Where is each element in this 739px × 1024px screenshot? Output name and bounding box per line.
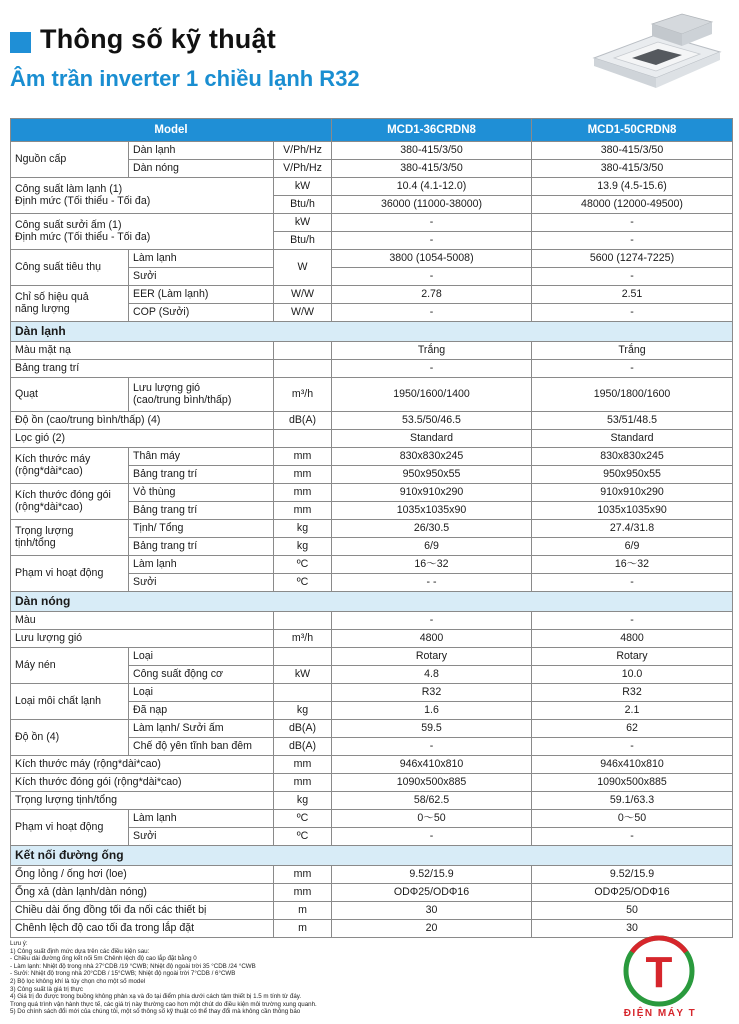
cell-value: 380-415/3/50 xyxy=(332,142,532,160)
note-line: - Chiều dài đường ống kết nối 5m Chênh lệch độ cao lắp đặt bằng 0 xyxy=(10,955,197,963)
cell-value: - xyxy=(532,268,733,286)
footnotes xyxy=(10,940,600,1016)
cell-value: ODΦ25/ODΦ16 xyxy=(532,884,733,902)
cell-value: 1950/1600/1400 xyxy=(332,378,532,412)
row-sub-label: Sưởi xyxy=(129,574,274,592)
row-sub-label: Thân máy xyxy=(129,448,274,466)
cell-value: 946x410x810 xyxy=(532,756,733,774)
cell-value: - xyxy=(532,828,733,846)
cell-value: - xyxy=(532,214,733,232)
row-label xyxy=(11,178,274,214)
cell-value: Standard xyxy=(332,430,532,448)
cell-value: - xyxy=(332,214,532,232)
row-label xyxy=(11,286,129,322)
row-label-line: Công suất sưởi ấm (1) xyxy=(15,218,122,231)
cell-value: Trắng xyxy=(532,342,733,360)
cell-value: 48000 (12000-49500) xyxy=(532,196,733,214)
row-sub-label: COP (Sưởi) xyxy=(129,304,274,322)
row-unit xyxy=(274,430,332,448)
page-title: Thông số kỹ thuật xyxy=(40,24,276,54)
row-unit: kW xyxy=(274,178,332,196)
cell-value: 27.4/31.8 xyxy=(532,520,733,538)
cell-value: 16～32 xyxy=(332,556,532,574)
row-label-line: (rộng*dài*cao) xyxy=(15,500,83,513)
row-label: Lưu lượng gió xyxy=(11,630,274,648)
row-label-line: Trọng lượng xyxy=(15,524,74,537)
row-sub-label: Bảng trang trí xyxy=(129,502,274,520)
row-label: Chiều dài ống đồng tối đa nối các thiết bị xyxy=(11,902,274,920)
row-sub-label: Dàn lạnh xyxy=(129,142,274,160)
cell-value: 830x830x245 xyxy=(332,448,532,466)
row-unit xyxy=(274,684,332,702)
row-sub-label: EER (Làm lạnh) xyxy=(129,286,274,304)
row-label-line: Kích thước máy xyxy=(15,452,91,465)
table-row xyxy=(11,720,733,738)
table-row xyxy=(11,630,733,648)
table-row xyxy=(11,756,733,774)
cell-value: 62 xyxy=(532,720,733,738)
cell-value: Rotary xyxy=(532,648,733,666)
row-unit: W xyxy=(274,250,332,286)
row-label-line: tịnh/tổng xyxy=(15,536,56,549)
row-label: Lọc gió (2) xyxy=(11,430,274,448)
row-label xyxy=(11,214,274,250)
section-row xyxy=(11,846,733,866)
table-row xyxy=(11,774,733,792)
cell-value: 50 xyxy=(532,902,733,920)
cell-value: 59.5 xyxy=(332,720,532,738)
row-sub-label: Chế độ yên tĩnh ban đêm xyxy=(129,738,274,756)
row-label-line: Định mức (Tối thiểu - Tối đa) xyxy=(15,230,151,243)
page-subtitle: Âm trần inverter 1 chiều lạnh R32 xyxy=(10,66,360,91)
row-label: Trọng lượng tịnh/tổng xyxy=(11,792,274,810)
row-sub-label: Làm lạnh xyxy=(129,810,274,828)
table-row xyxy=(11,250,733,268)
table-row xyxy=(11,612,733,630)
row-unit: dB(A) xyxy=(274,738,332,756)
row-unit: mm xyxy=(274,502,332,520)
note-line: 5) Do chính sách đổi mới của chúng tôi, một số thông số kỹ thuật có thể thay đổi mà không cần thông báo xyxy=(10,1008,301,1016)
row-unit: mm xyxy=(274,484,332,502)
cell-value: - xyxy=(532,574,733,592)
row-unit: m xyxy=(274,920,332,938)
cell-value: 950x950x55 xyxy=(332,466,532,484)
row-sub-label: Loại xyxy=(129,648,274,666)
row-sub-label: Làm lạnh/ Sưởi ấm xyxy=(129,720,274,738)
table-row xyxy=(11,412,733,430)
cell-value: - xyxy=(332,612,532,630)
row-unit xyxy=(274,342,332,360)
table-row xyxy=(11,792,733,810)
row-label-line: Chỉ số hiệu quả xyxy=(15,290,89,303)
table-row xyxy=(11,360,733,378)
cell-value: - xyxy=(332,232,532,250)
note-line: 4) Giá trị đo được trong buồng không phản xạ và đo tại điểm phía dưới cách tâm thiết bị 1.5 m tính từ đáy. xyxy=(10,993,302,1001)
row-unit: mm xyxy=(274,466,332,484)
row-unit: kg xyxy=(274,520,332,538)
row-sub-label: Làm lạnh xyxy=(129,556,274,574)
row-unit: Btu/h xyxy=(274,196,332,214)
cell-value: 58/62.5 xyxy=(332,792,532,810)
header-model: Model xyxy=(11,119,332,142)
note-line: - Sưởi: Nhiệt độ trong nhà 20°CDB / 15°CWB; Nhiệt độ ngoài trời 7°CDB / 6°CWB xyxy=(10,970,236,978)
row-label: Ống xả (dàn lạnh/dàn nóng) xyxy=(11,884,274,902)
cell-value: 16～32 xyxy=(532,556,733,574)
cell-value: 6/9 xyxy=(332,538,532,556)
logo-name: ĐIỆN MÁY T xyxy=(623,1008,697,1019)
cell-value: Standard xyxy=(532,430,733,448)
table-row xyxy=(11,342,733,360)
cell-value: 1.6 xyxy=(332,702,532,720)
row-unit: Btu/h xyxy=(274,232,332,250)
section-title: Dàn lạnh xyxy=(11,322,733,342)
cell-value: - xyxy=(532,738,733,756)
table-row xyxy=(11,484,733,502)
row-label: Công suất tiêu thụ xyxy=(11,250,129,286)
cell-value: 30 xyxy=(332,902,532,920)
row-sub-label: Bảng trang trí xyxy=(129,538,274,556)
row-sub-label xyxy=(129,378,274,412)
cell-value: 9.52/15.9 xyxy=(532,866,733,884)
brand-logo xyxy=(604,935,714,1021)
cell-value: R32 xyxy=(332,684,532,702)
cell-value: 10.0 xyxy=(532,666,733,684)
note-line: - Làm lạnh: Nhiệt độ trong nhà 27°CDB /19 °CWB; Nhiệt độ ngoài trời 35 °CDB /24 °CWB xyxy=(10,962,256,970)
cell-value: Trắng xyxy=(332,342,532,360)
row-label: Màu xyxy=(11,612,274,630)
row-label: Ống lỏng / ống hơi (loe) xyxy=(11,866,274,884)
blue-square-marker xyxy=(10,32,31,53)
row-label: Độ ồn (4) xyxy=(11,720,129,756)
cell-value: - xyxy=(532,360,733,378)
row-unit: m³/h xyxy=(274,378,332,412)
header-model-1: MCD1-36CRDN8 xyxy=(332,119,532,142)
row-label-line: năng lượng xyxy=(15,302,70,315)
row-sub-label: Vỏ thùng xyxy=(129,484,274,502)
row-sub-label-line: (cao/trung bình/thấp) xyxy=(133,393,232,406)
row-unit: ºC xyxy=(274,556,332,574)
row-label: Bảng trang trí xyxy=(11,360,274,378)
row-label: Chênh lệch độ cao tối đa trong lắp đặt xyxy=(11,920,274,938)
row-unit: V/Ph/Hz xyxy=(274,142,332,160)
cell-value: R32 xyxy=(532,684,733,702)
row-sub-label: Công suất động cơ xyxy=(129,666,274,684)
cell-value: - xyxy=(332,738,532,756)
cell-value: 1950/1800/1600 xyxy=(532,378,733,412)
row-sub-label-line: Lưu lượng gió xyxy=(133,381,201,394)
row-unit: W/W xyxy=(274,304,332,322)
cell-value: 59.1/63.3 xyxy=(532,792,733,810)
row-unit: ºC xyxy=(274,828,332,846)
cell-value: 950x950x55 xyxy=(532,466,733,484)
cell-value: 53.5/50/46.5 xyxy=(332,412,532,430)
cell-value: 380-415/3/50 xyxy=(332,160,532,178)
cell-value: 1035x1035x90 xyxy=(332,502,532,520)
note-line: Lưu ý: xyxy=(10,940,28,947)
cell-value: - xyxy=(332,304,532,322)
row-unit: V/Ph/Hz xyxy=(274,160,332,178)
row-unit: m³/h xyxy=(274,630,332,648)
cell-value: 2.78 xyxy=(332,286,532,304)
row-unit: mm xyxy=(274,448,332,466)
cell-value: - xyxy=(532,612,733,630)
logo-mark-icon xyxy=(604,935,714,1009)
cell-value: 4800 xyxy=(332,630,532,648)
table-row xyxy=(11,286,733,304)
row-label-line: Kích thước đóng gói xyxy=(15,488,111,501)
cell-value: 1090x500x885 xyxy=(332,774,532,792)
cell-value: 0～50 xyxy=(332,810,532,828)
cell-value: 830x830x245 xyxy=(532,448,733,466)
row-unit: mm xyxy=(274,866,332,884)
table-row xyxy=(11,214,733,232)
table-row xyxy=(11,178,733,196)
cell-value: - xyxy=(532,304,733,322)
cell-value: - xyxy=(332,828,532,846)
cell-value: 26/30.5 xyxy=(332,520,532,538)
section-title: Dàn nóng xyxy=(11,592,733,612)
cell-value: 3800 (1054-5008) xyxy=(332,250,532,268)
row-unit: kW xyxy=(274,666,332,684)
row-label: Kích thước máy (rộng*dài*cao) xyxy=(11,756,274,774)
cell-value: - xyxy=(532,232,733,250)
row-label-line: Định mức (Tối thiểu - Tối đa) xyxy=(15,194,151,207)
section-title: Kết nối đường ống xyxy=(11,846,733,866)
row-label: Kích thước đóng gói (rộng*dài*cao) xyxy=(11,774,274,792)
row-sub-label: Làm lạnh xyxy=(129,250,274,268)
row-sub-label: Tịnh/ Tổng xyxy=(129,520,274,538)
cell-value: 5600 (1274-7225) xyxy=(532,250,733,268)
cell-value: ODΦ25/ODΦ16 xyxy=(332,884,532,902)
table-row xyxy=(11,648,733,666)
cell-value: 1035x1035x90 xyxy=(532,502,733,520)
table-row xyxy=(11,556,733,574)
row-label: Phạm vi hoạt động xyxy=(11,810,129,846)
row-label: Loại môi chất lạnh xyxy=(11,684,129,720)
row-unit: mm xyxy=(274,884,332,902)
cell-value: 53/51/48.5 xyxy=(532,412,733,430)
section-row xyxy=(11,592,733,612)
spec-table xyxy=(10,118,733,938)
cell-value: 9.52/15.9 xyxy=(332,866,532,884)
note-line: 1) Công suất định mức dựa trên các điều kiện sau: xyxy=(10,947,150,955)
table-row xyxy=(11,520,733,538)
table-row xyxy=(11,430,733,448)
row-label-line: Công suất làm lạnh (1) xyxy=(15,182,123,195)
row-sub-label: Sưởi xyxy=(129,828,274,846)
cell-value: - xyxy=(332,268,532,286)
table-header-row xyxy=(11,119,733,142)
row-unit: m xyxy=(274,902,332,920)
table-row xyxy=(11,684,733,702)
row-label: Máy nén xyxy=(11,648,129,684)
cell-value: 13.9 (4.5-15.6) xyxy=(532,178,733,196)
row-unit: dB(A) xyxy=(274,412,332,430)
cell-value: 36000 (11000-38000) xyxy=(332,196,532,214)
row-sub-label: Dàn nóng xyxy=(129,160,274,178)
row-unit: kg xyxy=(274,538,332,556)
header-model-2: MCD1-50CRDN8 xyxy=(532,119,733,142)
cell-value: 946x410x810 xyxy=(332,756,532,774)
cell-value: 0～50 xyxy=(532,810,733,828)
row-label xyxy=(11,484,129,520)
row-label: Màu mặt nạ xyxy=(11,342,274,360)
row-unit: mm xyxy=(274,774,332,792)
row-label: Quạt xyxy=(11,378,129,412)
note-line: 3) Công suất là giá trị thực xyxy=(10,985,83,993)
cell-value: Rotary xyxy=(332,648,532,666)
row-unit xyxy=(274,648,332,666)
row-unit: kW xyxy=(274,214,332,232)
cell-value: 380-415/3/50 xyxy=(532,142,733,160)
row-label-line: (rộng*dài*cao) xyxy=(15,464,83,477)
cell-value: 6/9 xyxy=(532,538,733,556)
row-label xyxy=(11,448,129,484)
cell-value: 2.51 xyxy=(532,286,733,304)
cell-value: 910x910x290 xyxy=(332,484,532,502)
row-sub-label: Sưởi xyxy=(129,268,274,286)
row-label: Nguồn cấp xyxy=(11,142,129,178)
row-unit xyxy=(274,612,332,630)
section-row xyxy=(11,322,733,342)
row-sub-label: Đã nạp xyxy=(129,702,274,720)
logo-letter: T xyxy=(645,948,673,997)
table-row xyxy=(11,378,733,412)
table-row xyxy=(11,810,733,828)
cell-value: 2.1 xyxy=(532,702,733,720)
table-row xyxy=(11,448,733,466)
cell-value: 10.4 (4.1-12.0) xyxy=(332,178,532,196)
row-sub-label: Loại xyxy=(129,684,274,702)
row-unit: mm xyxy=(274,756,332,774)
cell-value: 4.8 xyxy=(332,666,532,684)
row-label: Phạm vi hoạt động xyxy=(11,556,129,592)
cell-value: - - xyxy=(332,574,532,592)
cell-value: - xyxy=(332,360,532,378)
cell-value: 4800 xyxy=(532,630,733,648)
row-unit: kg xyxy=(274,792,332,810)
cassette-unit-image xyxy=(586,6,726,106)
table-row xyxy=(11,884,733,902)
row-unit: ºC xyxy=(274,574,332,592)
row-unit: dB(A) xyxy=(274,720,332,738)
note-line: 2) Bộ lọc không khí là tùy chọn cho một số model xyxy=(10,977,146,985)
cell-value: 380-415/3/50 xyxy=(532,160,733,178)
table-row xyxy=(11,902,733,920)
row-label: Độ ồn (cao/trung bình/thấp) (4) xyxy=(11,412,274,430)
row-sub-label: Bảng trang trí xyxy=(129,466,274,484)
row-unit: W/W xyxy=(274,286,332,304)
row-unit: ºC xyxy=(274,810,332,828)
cell-value: 1090x500x885 xyxy=(532,774,733,792)
cell-value: 910x910x290 xyxy=(532,484,733,502)
note-line: Trong quá trình vận hành thực tế, các giá trị này thường cao hơn một chút do điều kiện môi trường xung quanh. xyxy=(10,1000,317,1008)
cell-value: 20 xyxy=(332,920,532,938)
row-label xyxy=(11,520,129,556)
row-unit: kg xyxy=(274,702,332,720)
table-row xyxy=(11,866,733,884)
table-row xyxy=(11,142,733,160)
cell-value: 30 xyxy=(532,920,733,938)
row-unit xyxy=(274,360,332,378)
